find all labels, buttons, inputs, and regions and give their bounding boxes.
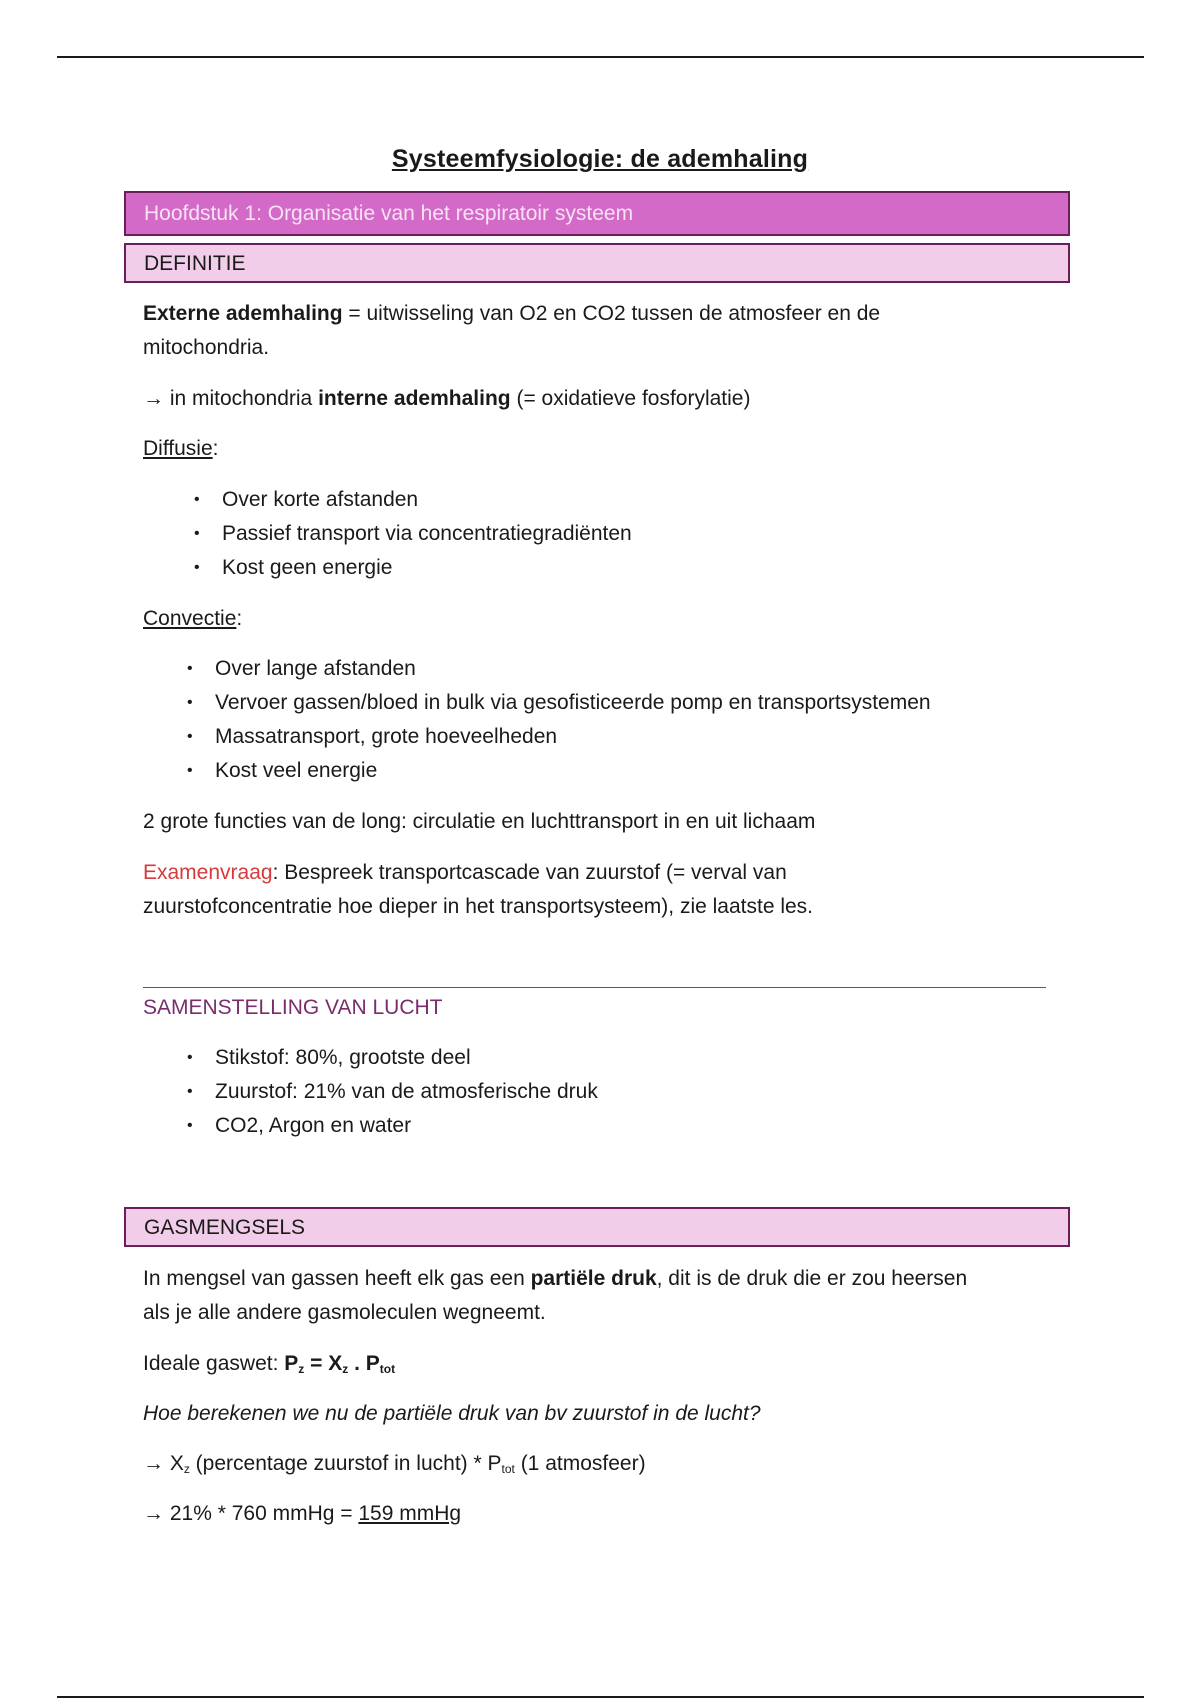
ideale-gaswet-formula — [284, 1352, 395, 1375]
calculation-line-1 — [143, 1447, 1063, 1486]
list-item — [194, 517, 632, 551]
formula-equals-x: = X — [304, 1352, 343, 1375]
diffusie-list — [194, 483, 632, 585]
convectie-list — [187, 652, 931, 788]
calculation-line-2 — [143, 1497, 1063, 1531]
list-item-text: Kost geen energie — [222, 556, 393, 579]
partiele-druk-paragraph — [143, 1262, 1063, 1330]
ideale-gaswet-line — [143, 1347, 1063, 1386]
list-item-text: CO2, Argon en water — [215, 1114, 412, 1137]
interne-suffix: (= oxidatieve fosforylatie) — [510, 387, 751, 410]
list-item-text: Kost veel energie — [215, 759, 378, 782]
examenvraag-text-cont: zuurstofconcentratie hoe dieper in het transportsysteem), zie laatste les. — [143, 895, 814, 918]
bullet-icon: • — [187, 1083, 193, 1100]
interne-ademhaling-term: interne ademhaling — [318, 387, 511, 410]
list-item — [187, 686, 931, 720]
partiele-druk-term: partiële druk — [530, 1267, 657, 1290]
gasmengsels-heading-text: GASMENGSELS — [144, 1216, 306, 1239]
formula-dot-p: . P — [348, 1352, 380, 1375]
partiele-druk-suffix: , dit is de druk die er zou heersen — [656, 1267, 968, 1290]
calc1-x-subscript: z — [183, 1462, 190, 1476]
bullet-icon: • — [194, 491, 200, 508]
samenstelling-divider — [143, 987, 1046, 988]
convectie-label: Convectie — [143, 607, 237, 630]
externe-ademhaling-paragraph — [143, 297, 1063, 365]
chapter-heading-bar — [124, 191, 1070, 236]
samenstelling-list — [187, 1041, 598, 1143]
list-item — [194, 551, 632, 585]
formula-p: P — [284, 1352, 299, 1375]
interne-ademhaling-line — [143, 382, 1063, 416]
diffusie-colon: : — [212, 437, 219, 460]
list-item — [187, 720, 931, 754]
list-item-text: Stikstof: 80%, grootste deel — [215, 1046, 471, 1069]
examenvraag-text: : Bespreek transportcascade van zuurstof (= verval van — [272, 861, 787, 884]
definitie-heading-text: DEFINITIE — [144, 252, 246, 275]
list-item-text: Passief transport via concentratiegradiënten — [222, 522, 632, 545]
page-bottom-rule — [57, 1696, 1144, 1698]
diffusie-label-line — [143, 432, 1063, 466]
calc2-result: 159 mmHg — [358, 1502, 462, 1525]
examenvraag-label: Examenvraag — [143, 861, 273, 884]
bullet-icon: • — [187, 660, 193, 677]
formula-tot-subscript: tot — [379, 1362, 396, 1376]
convectie-label-line — [143, 602, 1063, 636]
calc1-tot-subscript: tot — [501, 1462, 515, 1476]
chapter-heading-text: Hoofdstuk 1: Organisatie van het respiratoir systeem — [144, 202, 634, 225]
question-line: Hoe berekenen we nu de partiële druk van bv zuurstof in de lucht? — [143, 1402, 761, 1425]
formula-pz-subscript: z — [298, 1362, 305, 1376]
calc1-middle: (percentage zuurstof in lucht) * P — [189, 1452, 502, 1475]
list-item-text: Over lange afstanden — [215, 657, 416, 680]
calc1-prefix: → X — [143, 1452, 184, 1475]
interne-prefix: → in mitochondria — [143, 387, 319, 410]
externe-ademhaling-definition-cont: mitochondria. — [143, 336, 270, 359]
list-item-text: Zuurstof: 21% van de atmosferische druk — [215, 1080, 598, 1103]
bullet-icon: • — [187, 1049, 193, 1066]
bullet-icon: • — [194, 559, 200, 576]
page-title: Systeemfysiologie: de ademhaling — [391, 145, 809, 173]
list-item — [187, 754, 931, 788]
gasmengsels-heading-bar — [124, 1207, 1070, 1247]
long-functies-line: 2 grote functies van de long: circulatie en luchttransport in en uit lichaam — [143, 810, 816, 833]
convectie-colon: : — [236, 607, 243, 630]
bullet-icon: • — [194, 525, 200, 542]
list-item — [187, 652, 931, 686]
bullet-icon: • — [187, 728, 193, 745]
diffusie-label: Diffusie — [143, 437, 213, 460]
externe-ademhaling-term: Externe ademhaling — [143, 302, 343, 325]
examenvraag-paragraph — [143, 856, 1063, 924]
externe-ademhaling-definition: = uitwisseling van O2 en CO2 tussen de atmosfeer en de — [342, 302, 881, 325]
bullet-icon: • — [187, 694, 193, 711]
list-item-text: Vervoer gassen/bloed in bulk via gesofisticeerde pomp en transportsystemen — [215, 691, 931, 714]
samenstelling-heading: SAMENSTELLING VAN LUCHT — [143, 996, 443, 1019]
list-item — [187, 1109, 598, 1143]
list-item — [187, 1075, 598, 1109]
list-item-text: Over korte afstanden — [222, 488, 419, 511]
list-item — [194, 483, 632, 517]
ideale-gaswet-label: Ideale gaswet: — [143, 1352, 285, 1375]
partiele-druk-prefix: In mengsel van gassen heeft elk gas een — [143, 1267, 531, 1290]
page-top-rule — [57, 56, 1144, 58]
formula-xz-subscript: z — [342, 1362, 349, 1376]
definitie-heading-bar — [124, 243, 1070, 283]
partiele-druk-suffix-cont: als je alle andere gasmoleculen wegneemt. — [143, 1301, 546, 1324]
bullet-icon: • — [187, 762, 193, 779]
list-item — [187, 1041, 598, 1075]
calc2-prefix: → 21% * 760 mmHg = — [143, 1502, 359, 1525]
list-item-text: Massatransport, grote hoeveelheden — [215, 725, 558, 748]
bullet-icon: • — [187, 1117, 193, 1134]
calc1-suffix: (1 atmosfeer) — [514, 1452, 646, 1475]
